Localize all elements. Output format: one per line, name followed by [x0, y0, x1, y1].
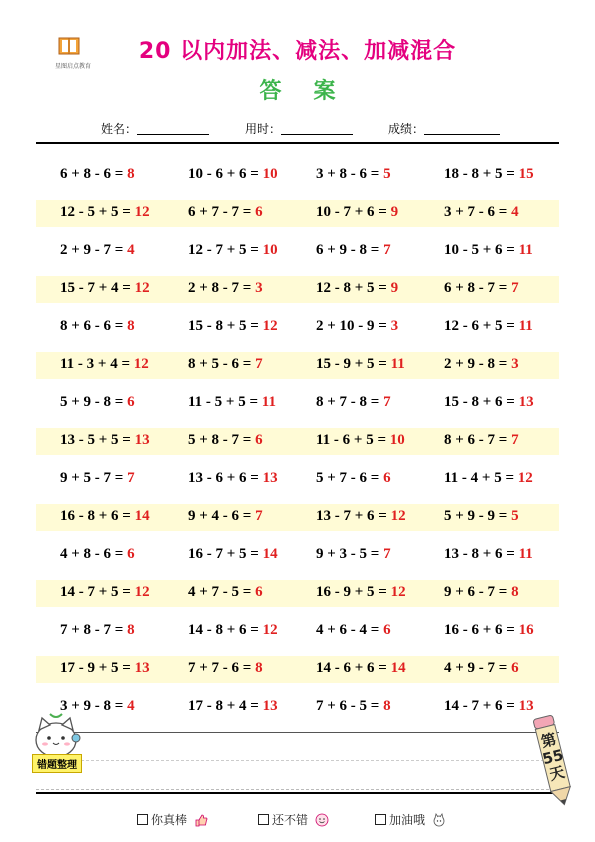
problem-answer: 11: [518, 546, 533, 562]
problem-expression: 2 + 9 - 7 =: [60, 242, 128, 258]
checkbox[interactable]: [258, 814, 269, 825]
problem-row: [36, 276, 559, 303]
math-problem: [188, 660, 263, 677]
problem-expression: 17 - 9 + 5 =: [60, 660, 135, 676]
math-problem: [316, 280, 398, 297]
problem-expression: 14 - 6 + 6 =: [316, 660, 391, 676]
problem-answer: 11: [518, 242, 533, 258]
problem-expression: 5 + 9 - 8 =: [60, 394, 128, 410]
math-problem: [188, 394, 276, 411]
problem-expression: 5 + 9 - 9 =: [444, 508, 512, 524]
problem-expression: 3 + 9 - 8 =: [60, 698, 128, 714]
problem-expression: 6 + 8 - 6 =: [60, 166, 128, 182]
problem-answer: 15: [518, 166, 534, 182]
math-problem: [444, 356, 519, 373]
problem-row: [36, 542, 559, 569]
problem-expression: 16 - 9 + 5 =: [316, 584, 391, 600]
problem-answer: 7: [255, 356, 263, 372]
math-problem: [316, 166, 391, 183]
praise-option-great[interactable]: [137, 811, 208, 828]
problem-answer: 7: [383, 394, 391, 410]
problem-expression: 13 - 8 + 6 =: [444, 546, 519, 562]
problem-expression: 15 - 9 + 5 =: [316, 356, 391, 372]
problem-answer: 10: [389, 432, 405, 448]
problem-expression: 6 + 9 - 8 =: [316, 242, 384, 258]
problem-row: [36, 352, 559, 379]
math-problem: [188, 698, 278, 715]
problem-expression: 17 - 8 + 4 =: [188, 698, 263, 714]
math-problem: [444, 660, 519, 677]
problem-expression: 3 + 7 - 6 =: [444, 204, 512, 220]
problem-expression: 4 + 9 - 7 =: [444, 660, 512, 676]
problem-expression: 6 + 7 - 7 =: [188, 204, 256, 220]
problem-row: [36, 504, 559, 531]
problem-expression: 9 + 3 - 5 =: [316, 546, 384, 562]
problem-expression: 14 - 7 + 5 =: [60, 584, 135, 600]
math-problem: [188, 546, 278, 563]
problem-answer: 8: [127, 318, 135, 334]
math-problem: [316, 584, 406, 601]
math-problem: [444, 546, 533, 563]
problem-expression: 16 - 7 + 5 =: [188, 546, 263, 562]
problem-expression: 16 - 6 + 6 =: [444, 622, 519, 638]
time-field[interactable]: [245, 120, 353, 137]
problem-answer: 9: [390, 280, 399, 296]
math-problem: [316, 432, 405, 449]
problem-row: [36, 200, 559, 227]
math-problem: [60, 318, 135, 335]
math-problem: [188, 432, 263, 449]
problem-answer: 7: [511, 280, 519, 296]
math-problem: [316, 394, 391, 411]
problem-expression: 7 + 7 - 6 =: [188, 660, 256, 676]
math-problem: [60, 660, 150, 677]
problem-answer: 12: [517, 470, 533, 486]
math-problem: [444, 698, 534, 715]
problem-row: [36, 580, 559, 607]
time-blank[interactable]: [281, 122, 353, 135]
problem-answer: 12: [390, 584, 406, 600]
problem-expression: 12 - 8 + 5 =: [316, 280, 391, 296]
problem-row: [36, 428, 559, 455]
math-problem: [316, 356, 405, 373]
math-problem: [188, 204, 263, 221]
problem-expression: 13 - 7 + 6 =: [316, 508, 391, 524]
problem-answer: 13: [518, 698, 534, 714]
problem-answer: 12: [390, 508, 406, 524]
problem-answer: 13: [134, 660, 150, 676]
problem-expression: 6 + 8 - 7 =: [444, 280, 512, 296]
problem-answer: 8: [127, 622, 135, 638]
problem-answer: 12: [134, 584, 150, 600]
problem-row: [36, 466, 559, 493]
math-problem: [188, 318, 278, 335]
problem-answer: 12: [134, 204, 150, 220]
problem-expression: 9 + 6 - 7 =: [444, 584, 512, 600]
problem-expression: 4 + 6 - 4 =: [316, 622, 384, 638]
thumbs-up-icon: [194, 813, 208, 827]
problem-answer: 12: [262, 318, 278, 334]
problem-answer: 6: [127, 394, 135, 410]
math-problem: [60, 356, 149, 373]
problem-answer: 8: [255, 660, 263, 676]
problem-expression: 4 + 7 - 5 =: [188, 584, 256, 600]
problem-answer: 11: [390, 356, 405, 372]
math-problem: [60, 470, 135, 487]
problem-answer: 10: [262, 242, 278, 258]
math-problem: [316, 622, 391, 639]
problem-answer: 6: [255, 204, 263, 220]
problem-answer: 11: [518, 318, 533, 334]
problem-expression: 11 - 4 + 5 =: [444, 470, 518, 486]
math-problem: [316, 470, 391, 487]
problem-answer: 13: [518, 394, 534, 410]
problem-answer: 3: [255, 280, 263, 296]
problem-expression: 15 - 8 + 5 =: [188, 318, 263, 334]
problem-answer: 16: [518, 622, 534, 638]
problem-expression: 14 - 8 + 6 =: [188, 622, 263, 638]
problem-answer: 4: [127, 242, 135, 258]
problem-expression: 11 - 3 + 4 =: [60, 356, 134, 372]
problem-expression: 12 - 7 + 5 =: [188, 242, 263, 258]
math-problem: [316, 204, 398, 221]
problem-answer: 12: [133, 356, 149, 372]
problem-expression: 7 + 8 - 7 =: [60, 622, 128, 638]
score-label: 成绩：: [388, 122, 425, 136]
problem-expression: 15 - 7 + 4 =: [60, 280, 135, 296]
math-problem: [316, 508, 406, 525]
day-number: 55: [540, 745, 566, 769]
problem-expression: 5 + 8 - 7 =: [188, 432, 256, 448]
problem-answer: 7: [383, 546, 391, 562]
math-problem: [316, 242, 391, 259]
problem-expression: 18 - 8 + 5 =: [444, 166, 519, 182]
math-problem: [444, 280, 519, 297]
problem-expression: 2 + 8 - 7 =: [188, 280, 256, 296]
praise-option-keep-going[interactable]: [375, 811, 446, 828]
problem-row: [36, 618, 559, 645]
problem-answer: 8: [383, 698, 391, 714]
problem-answer: 7: [255, 508, 263, 524]
math-problem: [444, 318, 533, 335]
math-problem: [316, 660, 406, 677]
problem-answer: 12: [262, 622, 278, 638]
math-problem: [444, 204, 519, 221]
problem-answer: 8: [511, 584, 519, 600]
problem-expression: 11 - 6 + 5 =: [316, 432, 390, 448]
problem-answer: 6: [127, 546, 135, 562]
math-problem: [188, 166, 278, 183]
problem-answer: 6: [383, 470, 391, 486]
problem-answer: 10: [262, 166, 278, 182]
score-blank[interactable]: [424, 122, 500, 135]
praise-label: 你真棒: [151, 813, 188, 827]
problem-expression: 15 - 8 + 6 =: [444, 394, 519, 410]
math-problem: [60, 166, 135, 183]
problem-answer: 6: [255, 584, 263, 600]
problem-answer: 8: [127, 166, 135, 182]
math-problem: [444, 622, 534, 639]
math-problem: [60, 622, 135, 639]
problem-expression: 4 + 8 - 6 =: [60, 546, 128, 562]
problem-expression: 10 - 6 + 6 =: [188, 166, 263, 182]
math-problem: [444, 242, 533, 259]
mistake-guide-line: [36, 760, 559, 761]
praise-option-good[interactable]: [258, 811, 329, 828]
problem-answer: 6: [511, 660, 519, 676]
problem-answer: 7: [127, 470, 135, 486]
logo-text: 星图启点教育: [54, 63, 91, 70]
day-suffix: 天: [547, 762, 567, 785]
math-problem: [188, 622, 278, 639]
problem-row: [36, 656, 559, 683]
page-title: 20 以内加法、减法、加减混合: [138, 39, 457, 64]
math-problem: [60, 432, 150, 449]
name-field[interactable]: [101, 120, 209, 137]
math-problem: [316, 318, 398, 335]
problem-expression: 2 + 10 - 9 =: [316, 318, 391, 334]
math-problem: [60, 394, 135, 411]
problem-expression: 5 + 7 - 6 =: [316, 470, 384, 486]
checkbox[interactable]: [137, 814, 148, 825]
time-label: 用时：: [245, 122, 282, 136]
problem-row: [36, 314, 559, 341]
math-problem: [60, 546, 135, 563]
problem-answer: 13: [262, 698, 278, 714]
math-problem: [444, 394, 534, 411]
problem-expression: 12 - 5 + 5 =: [60, 204, 135, 220]
math-problem: [444, 470, 533, 487]
problem-answer: 4: [127, 698, 135, 714]
problem-expression: 13 - 5 + 5 =: [60, 432, 135, 448]
page-subtitle: [0, 74, 595, 105]
math-problem: [444, 584, 519, 601]
problem-expression: 14 - 7 + 6 =: [444, 698, 519, 714]
problem-answer: 13: [134, 432, 150, 448]
problem-answer: 5: [511, 508, 519, 524]
problem-answer: 14: [390, 660, 406, 676]
score-field[interactable]: [388, 120, 500, 137]
smile-face-icon: [315, 813, 329, 827]
mistake-area[interactable]: [36, 732, 559, 790]
math-problem: [188, 584, 263, 601]
problem-row: [36, 694, 559, 721]
day-prefix: 第: [539, 729, 559, 752]
problem-answer: 6: [383, 622, 391, 638]
problem-expression: 10 - 5 + 6 =: [444, 242, 519, 258]
problem-expression: 9 + 5 - 7 =: [60, 470, 128, 486]
problem-expression: 2 + 9 - 8 =: [444, 356, 512, 372]
problem-expression: 8 + 6 - 6 =: [60, 318, 128, 334]
praise-label: 加油哦: [389, 813, 426, 827]
problem-row: [36, 390, 559, 417]
problem-answer: 7: [383, 242, 391, 258]
problem-answer: 3: [511, 356, 519, 372]
subtitle-char: 答: [259, 79, 282, 104]
problem-expression: 12 - 6 + 5 =: [444, 318, 519, 334]
math-problem: [188, 508, 263, 525]
subtitle-char: 案: [313, 79, 336, 104]
math-problem: [188, 242, 278, 259]
math-problem: [188, 470, 278, 487]
problem-expression: 13 - 6 + 6 =: [188, 470, 263, 486]
problem-expression: 11 - 5 + 5 =: [188, 394, 262, 410]
problem-row: [36, 238, 559, 265]
problem-answer: 12: [134, 280, 150, 296]
math-problem: [444, 508, 519, 525]
problem-expression: 9 + 4 - 6 =: [188, 508, 256, 524]
problem-answer: 13: [262, 470, 278, 486]
problem-answer: 14: [262, 546, 278, 562]
math-problem: [444, 166, 534, 183]
math-problem: [60, 242, 135, 259]
cheer-cat-icon: [432, 813, 446, 827]
math-problem: [316, 546, 391, 563]
problem-answer: 3: [390, 318, 399, 334]
math-problem: [188, 280, 263, 297]
name-label: 姓名：: [101, 122, 138, 136]
checkbox[interactable]: [375, 814, 386, 825]
problem-expression: 8 + 7 - 8 =: [316, 394, 384, 410]
problem-expression: 10 - 7 + 6 =: [316, 204, 391, 220]
top-divider: [36, 142, 559, 144]
problem-answer: 5: [383, 166, 391, 182]
praise-label: 还不错: [272, 813, 309, 827]
math-problem: [444, 432, 519, 449]
problem-answer: 11: [261, 394, 276, 410]
math-problem: [316, 698, 391, 715]
problem-row: [36, 162, 559, 189]
math-problem: [188, 356, 263, 373]
math-problem: [60, 508, 150, 525]
problem-answer: 14: [134, 508, 150, 524]
problem-expression: 8 + 6 - 7 =: [444, 432, 512, 448]
problem-expression: 16 - 8 + 6 =: [60, 508, 135, 524]
problem-expression: 8 + 5 - 6 =: [188, 356, 256, 372]
mistake-badge: 错题整理: [32, 754, 82, 773]
problem-expression: 7 + 6 - 5 =: [316, 698, 384, 714]
problem-answer: 6: [255, 432, 263, 448]
problem-answer: 7: [511, 432, 519, 448]
problem-answer: 4: [511, 204, 519, 220]
math-problem: [60, 280, 150, 297]
math-problem: [60, 204, 150, 221]
name-blank[interactable]: [137, 122, 209, 135]
problem-expression: 3 + 8 - 6 =: [316, 166, 384, 182]
math-problem: [60, 584, 150, 601]
bottom-divider: [36, 792, 559, 794]
problem-answer: 9: [390, 204, 399, 220]
